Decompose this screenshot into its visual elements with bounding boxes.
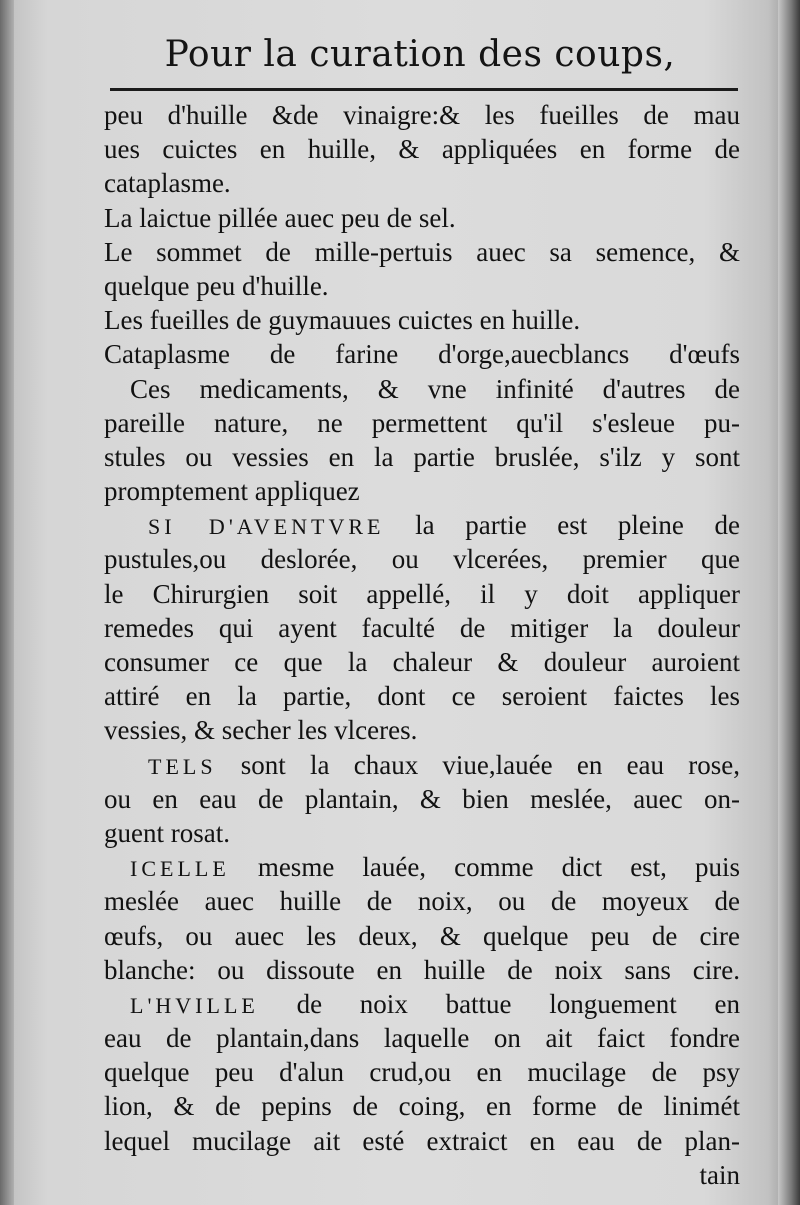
text-line [104, 303, 740, 337]
line-text: Ces medicaments, & vne infinité d'autres de [130, 373, 740, 404]
line-text: eau de plantain,dans laquelle on ait faict fondre [104, 1023, 740, 1054]
line-text: quelque peu d'huille. [104, 270, 329, 301]
text-line [104, 1089, 740, 1123]
line-text: blanche: ou dissoute en huille de noix sans cire. [104, 954, 740, 985]
line-text: meslée auec huille de noix, ou de moyeux de [104, 886, 740, 917]
text-line [104, 577, 740, 611]
line-text: lequel mucilage ait esté extraict en eau de plan- [104, 1125, 740, 1156]
text-line [104, 542, 740, 576]
small-caps-lead: TELS [148, 753, 217, 779]
line-text: cataplasme. [104, 168, 231, 199]
line-text: le Chirurgien soit appellé, il y doit appliquer [104, 578, 740, 609]
line-text: vessies, & secher les vlceres. [104, 715, 418, 746]
page-gutter-shadow [0, 0, 14, 1205]
line-text: pustules,ou deslorée, ou vlcerées, premier que [104, 544, 740, 575]
running-head: Pour la curation des coups, [164, 34, 676, 75]
line-text: attiré en la partie, dont ce seroient faictes les [104, 681, 740, 712]
small-caps-lead: SI D'AVENTVRE [148, 514, 385, 540]
small-caps-lead: L'HVILLE [130, 992, 259, 1018]
text-line [104, 884, 740, 918]
text-line [104, 987, 740, 1021]
line-text: quelque peu d'alun crud,ou en mucilage de psy [104, 1057, 740, 1088]
line-text: La laictue pillée auec peu de sel. [104, 202, 456, 233]
line-text: remedes qui ayent faculté de mitiger la douleur [104, 612, 740, 643]
text-line [104, 713, 740, 747]
text-line [104, 201, 740, 235]
text-line [104, 953, 740, 987]
line-text: Les fueilles de guymauues cuictes en huille. [104, 305, 581, 336]
text-line [104, 98, 740, 132]
text-line [104, 1055, 740, 1089]
text-line [104, 748, 740, 782]
line-text: Le sommet de mille-pertuis auec sa semence, & [104, 236, 740, 267]
body-text [104, 98, 740, 1192]
line-text: Cataplasme de farine d'orge,auecblancs d'œufs [104, 339, 740, 370]
text-line [104, 132, 740, 166]
line-text: promptement appliquez [104, 476, 360, 507]
line-text: ou en eau de plantain, & bien meslée, auec on- [104, 783, 740, 814]
text-line [104, 919, 740, 953]
line-text: ues cuictes en huille, & appliquées en forme de [104, 134, 740, 165]
line-text: consumer ce que la chaleur & douleur auroient [104, 647, 740, 677]
line-text: pareille nature, ne permettent qu'il s'esleue pu- [104, 407, 740, 438]
text-line [104, 508, 740, 542]
text-line [104, 679, 740, 713]
text-line [104, 782, 740, 816]
line-text: tain [699, 1159, 740, 1190]
text-line [104, 337, 740, 371]
text-line [104, 406, 740, 440]
line-text: mesme lauée, comme dict est, puis [229, 852, 740, 883]
line-text: œufs, ou auec les deux, & quelque peu de cire [104, 920, 740, 951]
line-text: peu d'huille &de vinaigre:& les fueilles de mau [104, 100, 740, 130]
small-caps-lead: ICELLE [130, 856, 230, 882]
text-line [104, 1158, 740, 1192]
text-line [104, 816, 740, 850]
text-line [104, 1021, 740, 1055]
line-text: sont la chaux viue,lauée en eau rose, [216, 749, 740, 780]
text-line [104, 372, 740, 406]
text-line [104, 269, 740, 303]
text-line [104, 474, 740, 508]
text-line [104, 440, 740, 474]
text-line [104, 645, 740, 679]
page-edge-shadow [778, 0, 800, 1205]
line-text: guent rosat. [104, 817, 230, 848]
text-line [104, 850, 740, 884]
line-text: stules ou vessies en la partie bruslée, s'ilz y sont [104, 441, 740, 472]
text-line [104, 235, 740, 269]
header-rule [110, 88, 738, 91]
line-text: lion, & de pepins de coing, en forme de linimét [104, 1091, 740, 1122]
text-line [104, 1124, 740, 1158]
text-line [104, 166, 740, 200]
line-text: de noix battue longuement en [258, 988, 740, 1019]
line-text: la partie est pleine de [384, 510, 740, 541]
text-line [104, 611, 740, 645]
